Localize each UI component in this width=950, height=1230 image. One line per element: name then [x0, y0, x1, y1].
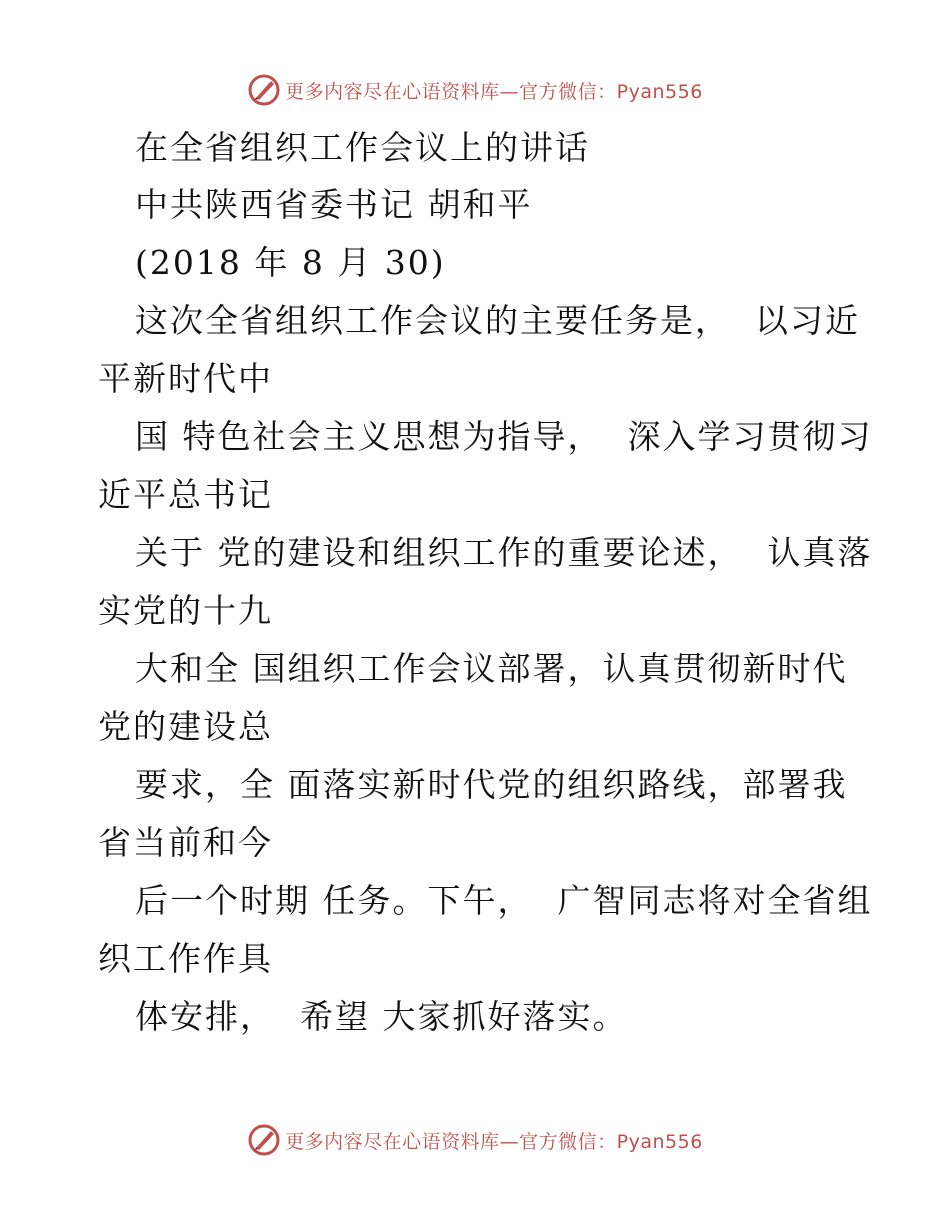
footer-watermark [0, 1120, 950, 1160]
paragraph-line: 体安排， 希望 大家抓好落实。 [135, 997, 628, 1036]
paragraph-line: 要求，全 面落实新时代党的组织路线，部署我 [135, 765, 848, 804]
header-watermark [0, 70, 950, 110]
paragraph-line: 平新时代中 [98, 359, 273, 398]
watermark-text: 更多内容尽在心语资料库—官方微信：Pyan556 [285, 80, 703, 103]
paragraph-line: 近平总书记 [98, 475, 273, 514]
paragraph-line: 党的建设总 [98, 707, 273, 746]
document-author: 中共陕西省委书记 胡和平 [135, 185, 533, 224]
paragraph-line: 这次全省组织工作会议的主要任务是， 以习近 [135, 301, 860, 340]
paragraph-line: 关于 党的建设和组织工作的重要论述， 认真落 [135, 533, 873, 572]
document-title: 在全省组织工作会议上的讲话 [135, 128, 590, 167]
paragraph-line: 后一个时期 任务。下午， 广智同志将对全省组 [135, 881, 873, 920]
paragraph-line: 国 特色社会主义思想为指导， 深入学习贯彻习 [135, 417, 873, 456]
paragraph-line: 大和全 国组织工作会议部署，认真贯彻新时代 [135, 649, 848, 688]
paragraph-line: 织工作作具 [98, 939, 273, 978]
quill-logo-icon [247, 73, 281, 107]
paragraph-line: 省当前和今 [98, 823, 273, 862]
watermark-text: 更多内容尽在心语资料库—官方微信：Pyan556 [285, 1130, 703, 1153]
paragraph-line: 实党的十九 [98, 591, 273, 630]
document-date: (2018 年 8 月 30) [135, 243, 446, 282]
quill-logo-icon [247, 1123, 281, 1157]
